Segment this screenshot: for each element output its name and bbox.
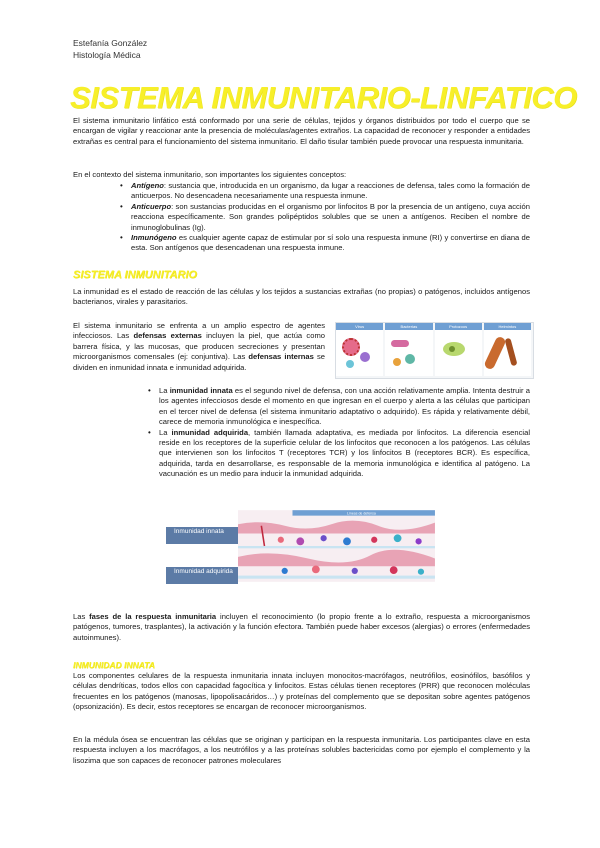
author-subject: Histología Médica	[73, 50, 141, 60]
cell-icon	[296, 537, 304, 545]
figure-header-row	[336, 323, 533, 330]
defense-lines-figure	[238, 500, 491, 592]
section2-paragraph-2: En la médula ósea se encuentran las células que se originan y participan en la respuesta inmunitaria. Los participantes clave en esta respuesta incluyen a los macrófagos, a los neutrófilos y a las proteínas solubles bactericidas como por ejemplo el complemento y la lisozima que son capaces de reconocer patrones moleculares	[73, 735, 530, 765]
cell-icon	[282, 568, 288, 574]
list-item: • Anticuerpo: son sustancias producidas en el organismo por linfocitos B por la presencia de un antígeno, cuya acción reacciona específicamente. Son grandes polipéptidos solubles que se unen a antígenos. Reciben el nombre de inmunoglobulinas (Ig).	[118, 202, 530, 233]
list-item: • Antígeno: sustancia que, introducida en un organismo, da lugar a reacciones de defensa, tales como la formación de anticuerpos. No desencadena necesariamente una respuesta inmune.	[118, 181, 530, 202]
list-item: • Inmunógeno es cualquier agente capaz de estimular por sí solo una respuesta inmune (RI) y convertirse en diana de esta. Son antígenos que desencadenan una respuesta inmune.	[118, 233, 530, 254]
bacteria-illustration	[385, 330, 432, 376]
page-title: SISTEMA INMUNITARIO-LINFATICO	[70, 80, 577, 115]
cell-icon	[394, 534, 402, 542]
figure-banner-label: Líneas de defensa	[346, 511, 376, 516]
cell-icon	[371, 537, 377, 543]
concepts-list	[118, 181, 530, 254]
helminths-illustration	[484, 330, 531, 376]
figure-header-protozoa: Protozoos	[435, 323, 482, 330]
list-item: • La inmunidad innata es el segundo nivel de defensa, con una acción relativamente amplia. Intenta destruir a los agentes infecciosos desde el momento en que ingresan en el cuerpo y alerta a las células que participan en el tercer nivel de defensa (el sistema inmunitario adaptativo o adquirido). Es rápida y relativamente débil, carece de memoria inmunológica e inespecífica.	[146, 386, 530, 428]
section2-paragraph-1: Los componentes celulares de la respuesta inmunitaria innata incluyen monocitos-macrófagos, neutrófilos, eosinófilos, basófilos y células dendríticas, todos ellos con capacidad fagocítica y linfocitos. Estas células tienen receptores (PRR) que reconocen moléculas frecuentes en los patógenos (manosas, lipopolisacáridos…) y proteínas del complemento que se depositan sobre agentes patógenos (opsonización). Es decir, estos receptores se encargan de reconocer microorganismos.	[73, 671, 530, 712]
cell-icon	[418, 569, 424, 575]
section1-paragraph-2: El sistema inmunitario se enfrenta a un amplio espectro de agentes infecciosos. Las defensas externas incluyen la piel, que actúa como barrera física, y las mucosas, que producen secreciones y presentan microorganismos comensales (ej: conjuntiva). Las defensas internas se dividen en inmunidad innata e inmunidad adquirida.	[73, 321, 325, 372]
section-heading-innate-immunity: INMUNIDAD INNATA	[73, 660, 155, 670]
cell-icon	[415, 538, 421, 544]
section1-paragraph-1: La inmunidad es el estado de reacción de las células y los tejidos a sustancias extrañas (no propias) o patógenos, incluidos antígenos bacterianos, virales y parasitarios.	[73, 287, 530, 307]
cell-icon	[352, 568, 358, 574]
figure-header-bacteria: Bacterias	[385, 323, 432, 330]
pathogens-figure	[335, 322, 534, 379]
label-acquired-immunity: Inmunidad adquirida	[166, 567, 238, 584]
section-heading-immune-system: SISTEMA INMUNITARIO	[73, 269, 198, 281]
cell-icon	[278, 537, 284, 543]
immunity-types-list	[146, 386, 530, 480]
concepts-intro: En el contexto del sistema inmunitario, son importantes los siguientes conceptos:	[73, 170, 347, 179]
author-block	[73, 37, 147, 61]
cell-icon	[321, 535, 327, 541]
protozoa-illustration	[435, 330, 482, 376]
cell-icon	[312, 565, 320, 573]
figure-header-virus: Virus	[336, 323, 383, 330]
list-item: • La inmunidad adquirida, también llamada adaptativa, es mediada por linfocitos. La diferencia esencial reside en los receptores de la superficie celular de los linfocitos que reconocen a los patógenos. Las células que intervienen son los linfocitos T (receptores TCR) y los linfocitos B (receptores BCR). Es específica, adquirida, tarda en desarrollarse, es responsable de la memoria inmunológica e identifica al patógeno. La vacunación es un medio para inducir la inmunidad adquirida.	[146, 428, 530, 480]
figure-header-helminths: Helmintos	[484, 323, 531, 330]
cell-icon	[343, 537, 351, 545]
vessel-band-lower	[238, 576, 435, 579]
cell-icon	[390, 566, 398, 574]
label-innate-immunity: Inmunidad innata	[166, 527, 238, 544]
section1-paragraph-3: Las fases de la respuesta inmunitaria incluyen el reconocimiento (lo propio frente a lo extraño, respuesta a microorganismos patógenos, tumores, trasplantes), la activación y la función efectora. También puede haber excesos (alergias) o errores (enfermedades autoinmunes).	[73, 612, 530, 642]
virus-illustration	[336, 330, 383, 376]
intro-paragraph: El sistema inmunitario linfático está conformado por una serie de células, tejidos y órganos distribuidos por todo el cuerpo que se encargan de vigilar y reaccionar ante la presencia de moléculas/agentes extraños. La capacidad de reconocer y responder a entidades extrañas es central para el funcionamiento del sistema inmunitario. El daño tisular también puede provocar una respuesta inmunitaria.	[73, 116, 530, 146]
author-name: Estefanía González	[73, 38, 148, 48]
vessel-band	[238, 546, 435, 548]
